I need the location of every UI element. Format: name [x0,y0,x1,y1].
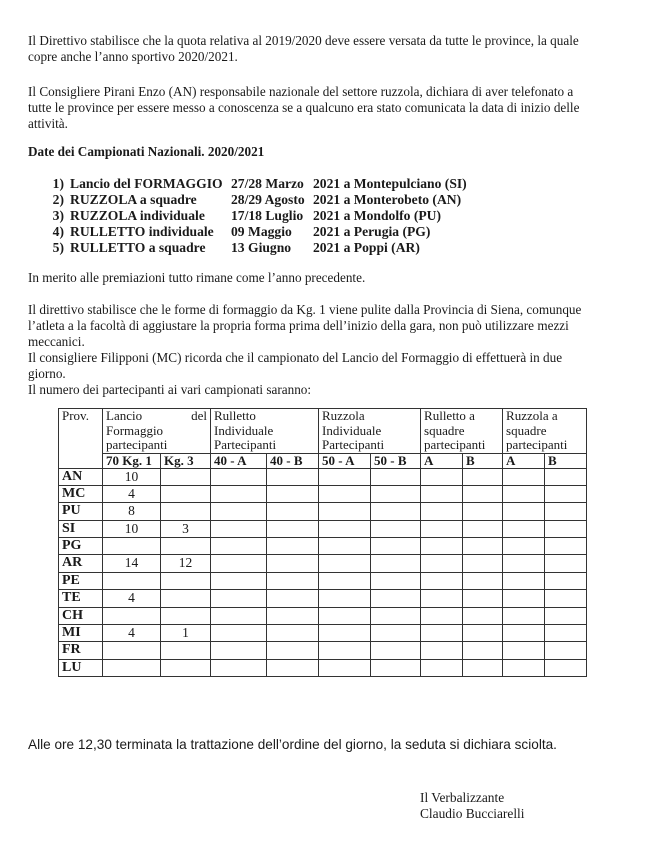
province-cell: AR [59,555,103,572]
text-line: meccanici. [28,334,85,349]
empty-cell [211,607,267,624]
paragraph-premiazioni: In merito alle premiazioni tutto rimane come l’anno precedente. [28,270,366,285]
empty-cell [371,607,421,624]
empty-cell [503,625,545,642]
value-cell-kg3: 1 [161,625,211,642]
empty-cell [211,572,267,589]
value-cell-kg3: 3 [161,520,211,537]
empty-cell [503,538,545,555]
item-number: 5) [52,240,64,255]
empty-cell [503,572,545,589]
empty-cell [371,503,421,520]
empty-cell [211,485,267,502]
value-cell-kg3 [161,590,211,607]
empty-cell [503,607,545,624]
empty-cell [463,538,503,555]
participants-table [58,408,587,677]
empty-cell [371,625,421,642]
value-cell-kg1: 8 [103,503,161,520]
province-cell: PU [59,503,103,520]
text-line: Il Direttivo stabilisce che la quota relativa al 2019/2020 deve essere versata da tutte le province, la quale [28,33,579,48]
value-cell-kg1 [103,659,161,676]
empty-cell [319,642,371,659]
empty-cell [211,659,267,676]
empty-cell [371,538,421,555]
empty-cell [319,572,371,589]
empty-cell [421,538,463,555]
item-place: 2021 a Montepulciano (SI) [313,176,467,191]
empty-cell [267,503,319,520]
header-text: Lancio [106,408,143,423]
value-cell-kg3 [161,642,211,659]
empty-cell [463,468,503,485]
item-number: 1) [52,176,64,191]
empty-cell [267,607,319,624]
empty-cell [421,555,463,572]
subheader-cell: 50 - A [319,453,371,468]
subheader-cell: Kg. 3 [161,453,211,468]
empty-cell [421,590,463,607]
table-row [59,659,587,676]
item-name: RUZZOLA individuale [70,208,205,223]
empty-cell [319,503,371,520]
text-line: Il consigliere Filipponi (MC) ricorda che il campionato del Lancio del Formaggio di effettuerà in due [28,350,563,365]
header-prov: Prov. [59,409,103,469]
empty-cell [503,468,545,485]
empty-cell [503,520,545,537]
closing-statement: Alle ore 12,30 terminata la trattazione dell’ordine del giorno, la seduta si dichiara sciolta. [28,737,557,752]
empty-cell [371,485,421,502]
empty-cell [545,468,587,485]
signature-name: Claudio Bucciarelli [420,806,525,821]
item-date: 27/28 Marzo [231,176,304,191]
value-cell-kg1: 10 [103,520,161,537]
empty-cell [503,659,545,676]
table-body [59,468,587,677]
paragraph-pirani [28,84,618,132]
paragraph-formaggio [28,302,618,350]
signature-role: Il Verbalizzante [420,790,505,805]
empty-cell [421,572,463,589]
value-cell-kg1: 4 [103,485,161,502]
empty-cell [503,590,545,607]
table-row [59,503,587,520]
empty-cell [421,642,463,659]
empty-cell [463,485,503,502]
empty-cell [463,590,503,607]
empty-cell [421,625,463,642]
empty-cell [319,468,371,485]
empty-cell [319,607,371,624]
empty-cell [545,572,587,589]
empty-cell [267,520,319,537]
empty-cell [267,659,319,676]
subheader-cell: A [503,453,545,468]
header-text: del [191,408,208,423]
empty-cell [211,642,267,659]
empty-cell [545,538,587,555]
value-cell-kg3 [161,468,211,485]
table-header-row [59,409,587,454]
empty-cell [545,503,587,520]
item-name: RULLETTO individuale [70,224,214,239]
empty-cell [463,625,503,642]
paragraph-filipponi [28,350,618,382]
empty-cell [421,607,463,624]
item-number: 4) [52,224,64,239]
empty-cell [463,572,503,589]
paragraph-quota [28,33,618,65]
subheader-cell: 40 - A [211,453,267,468]
item-place: 2021 a Mondolfo (PU) [313,208,441,223]
empty-cell [319,520,371,537]
value-cell-kg1: 4 [103,625,161,642]
empty-cell [319,625,371,642]
empty-cell [545,607,587,624]
table-row [59,468,587,485]
empty-cell [211,520,267,537]
subheader-cell: 50 - B [371,453,421,468]
subheader-cell: B [463,453,503,468]
province-cell: FR [59,642,103,659]
province-cell: LU [59,659,103,676]
empty-cell [319,555,371,572]
item-number: 3) [52,208,64,223]
empty-cell [319,538,371,555]
province-cell: CH [59,607,103,624]
item-place: 2021 a Perugia (PG) [313,224,431,239]
item-date: 17/18 Luglio [231,208,304,223]
empty-cell [503,642,545,659]
header-rulletto-individuale: Rulletto Individuale Partecipanti [211,409,319,454]
header-ruzzola-individuale: Ruzzola Individuale Partecipanti [319,409,421,454]
empty-cell [267,538,319,555]
empty-cell [463,503,503,520]
province-cell: AN [59,468,103,485]
empty-cell [211,503,267,520]
empty-cell [463,520,503,537]
item-date: 09 Maggio [231,224,292,239]
header-lancio [103,409,211,454]
empty-cell [267,625,319,642]
empty-cell [319,485,371,502]
value-cell-kg1 [103,538,161,555]
empty-cell [421,503,463,520]
empty-cell [371,520,421,537]
empty-cell [319,590,371,607]
empty-cell [371,659,421,676]
empty-cell [503,485,545,502]
text-line: copre anche l’anno sportivo 2020/2021. [28,49,238,64]
text-line: l’atleta a la facoltà di aggiustare la propria forma prima dell’inizio della gara, non può utilizzare mezzi [28,318,569,333]
empty-cell [267,642,319,659]
empty-cell [545,642,587,659]
value-cell-kg3 [161,538,211,555]
subheader-cell: 70 Kg. 1 [103,453,161,468]
empty-cell [421,485,463,502]
value-cell-kg1 [103,642,161,659]
subheader-cell: A [421,453,463,468]
value-cell-kg1: 4 [103,590,161,607]
empty-cell [267,555,319,572]
subheader-cell: 40 - B [267,453,319,468]
table-row [59,590,587,607]
table-row [59,555,587,572]
empty-cell [503,555,545,572]
empty-cell [371,572,421,589]
empty-cell [545,625,587,642]
item-place: 2021 a Poppi (AR) [313,240,420,255]
empty-cell [371,555,421,572]
table-row [59,520,587,537]
empty-cell [545,659,587,676]
item-name: Lancio del FORMAGGIO [70,176,223,191]
item-date: 28/29 Agosto [231,192,305,207]
value-cell-kg3: 12 [161,555,211,572]
empty-cell [463,555,503,572]
empty-cell [211,555,267,572]
empty-cell [371,590,421,607]
header-rulletto-squadre: Rulletto a squadre partecipanti [421,409,503,454]
empty-cell [211,538,267,555]
province-cell: MC [59,485,103,502]
empty-cell [371,468,421,485]
empty-cell [421,659,463,676]
empty-cell [545,520,587,537]
empty-cell [211,468,267,485]
empty-cell [463,607,503,624]
table-row [59,625,587,642]
table-row [59,485,587,502]
value-cell-kg1 [103,572,161,589]
empty-cell [371,642,421,659]
province-cell: TE [59,590,103,607]
item-name: RUZZOLA a squadre [70,192,197,207]
province-cell: MI [59,625,103,642]
header-text: partecipanti [106,437,168,452]
empty-cell [211,625,267,642]
empty-cell [267,590,319,607]
text-line: Il Consigliere Pirani Enzo (AN) responsabile nazionale del settore ruzzola, dichiara di aver telefonato a [28,84,574,99]
table-row [59,572,587,589]
value-cell-kg3 [161,503,211,520]
empty-cell [267,485,319,502]
value-cell-kg3 [161,659,211,676]
province-cell: PG [59,538,103,555]
province-cell: PE [59,572,103,589]
value-cell-kg3 [161,572,211,589]
empty-cell [545,485,587,502]
empty-cell [319,659,371,676]
empty-cell [267,468,319,485]
text-line: giorno. [28,366,66,381]
section-heading: Date dei Campionati Nazionali. 2020/2021 [28,144,265,159]
value-cell-kg1: 14 [103,555,161,572]
value-cell-kg3 [161,607,211,624]
item-place: 2021 a Monterobeto (AN) [313,192,462,207]
empty-cell [463,659,503,676]
header-ruzzola-squadre: Ruzzola a squadre partecipanti [503,409,587,454]
empty-cell [503,503,545,520]
value-cell-kg3 [161,485,211,502]
empty-cell [421,520,463,537]
empty-cell [463,642,503,659]
value-cell-kg1: 10 [103,468,161,485]
empty-cell [545,590,587,607]
text-line: attività. [28,116,68,131]
paragraph-partecipanti: Il numero dei partecipanti ai vari campionati saranno: [28,382,312,397]
table-row [59,642,587,659]
table-row [59,607,587,624]
table-row [59,538,587,555]
text-line: Il direttivo stabilisce che le forme di formaggio da Kg. 1 viene pulite dalla Provincia di Siena, comunque [28,302,582,317]
item-number: 2) [52,192,64,207]
province-cell: SI [59,520,103,537]
table-subheader-row [59,453,587,468]
item-name: RULLETTO a squadre [70,240,206,255]
empty-cell [545,555,587,572]
item-date: 13 Giugno [231,240,292,255]
subheader-cell: B [545,453,587,468]
empty-cell [267,572,319,589]
value-cell-kg1 [103,607,161,624]
header-text: Formaggio [106,422,164,438]
text-line: tutte le province per essere messo a conoscenza se a qualcuno era stato comunicata la data di inizio delle [28,100,580,115]
empty-cell [421,468,463,485]
empty-cell [211,590,267,607]
